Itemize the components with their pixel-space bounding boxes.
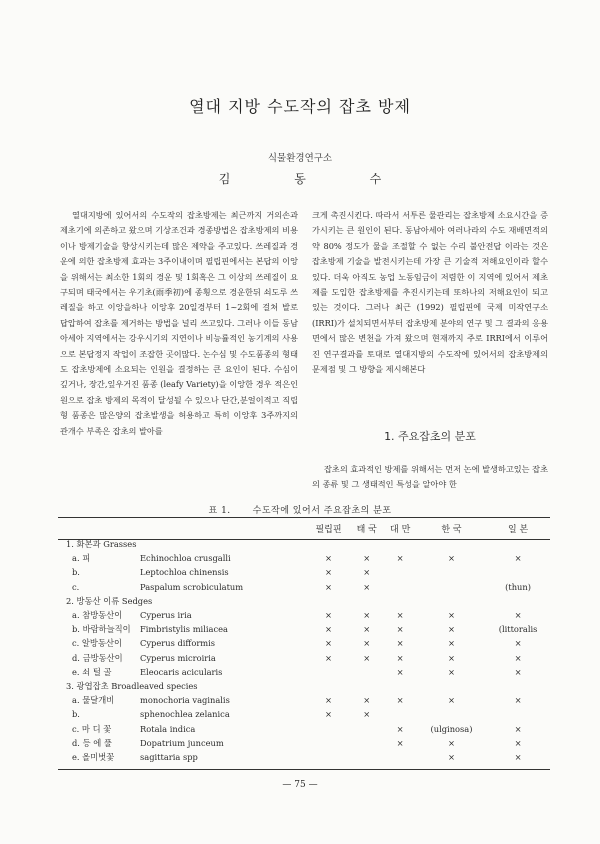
presence-mark: × — [514, 652, 522, 663]
table-row — [60, 693, 550, 707]
korean-name: e. 올미벗꽃 — [72, 751, 115, 762]
presence-mark — [383, 750, 416, 764]
weed-distribution-table — [60, 519, 550, 764]
presence-mark — [383, 565, 416, 579]
species-cell — [60, 665, 307, 679]
presence-mark — [383, 707, 416, 721]
species-cell — [60, 551, 307, 565]
presence-mark: × — [325, 567, 332, 578]
table-row — [60, 622, 550, 636]
species-cell — [60, 651, 307, 665]
table-row — [60, 736, 550, 750]
presence-mark: × — [325, 610, 332, 621]
korean-name: a. 물달개비 — [72, 695, 115, 706]
species-cell — [60, 707, 307, 721]
table-row — [60, 721, 550, 735]
scientific-name: Rotala indica — [140, 723, 196, 734]
group-label: 1. 화본과 Grasses — [66, 539, 137, 550]
group-row — [60, 537, 550, 551]
presence-mark: × — [396, 737, 404, 748]
presence-mark: × — [448, 553, 455, 564]
korean-name: d. 금방동산이 — [72, 652, 123, 663]
header-country: 일 본 — [507, 524, 529, 535]
presence-mark: × — [514, 695, 522, 706]
group-row — [60, 679, 550, 693]
presence-mark: × — [448, 737, 455, 748]
korean-name: c. — [72, 581, 80, 592]
table-row — [60, 665, 550, 679]
scientific-name: Cyperus iria — [140, 610, 192, 621]
author-name: 김 동 수 — [218, 172, 412, 186]
presence-mark: × — [448, 610, 455, 621]
section-heading: 1. 주요잡초의 분포 — [384, 430, 476, 443]
species-cell — [60, 565, 307, 579]
table-row — [60, 608, 550, 622]
presence-mark: × — [396, 723, 404, 734]
table-row — [60, 750, 550, 764]
presence-mark: × — [325, 709, 332, 720]
species-cell — [60, 750, 307, 764]
korean-name: d. 등 에 풀 — [72, 737, 112, 748]
korean-name: a. 피 — [72, 553, 91, 564]
section-text — [312, 462, 548, 493]
presence-mark: × — [514, 610, 522, 621]
header-country: 대 만 — [390, 524, 411, 535]
presence-mark: × — [448, 751, 455, 762]
korean-name: b. — [72, 709, 80, 720]
presence-mark: × — [514, 737, 522, 748]
presence-mark — [307, 665, 350, 679]
scientific-name: Paspalum scrobiculatum — [140, 581, 244, 592]
scientific-name: Eleocaris acicularis — [140, 666, 223, 677]
header-name-col — [60, 519, 307, 537]
presence-mark: × — [396, 695, 404, 706]
presence-mark — [417, 580, 486, 594]
presence-mark: × — [325, 624, 332, 635]
presence-mark: × — [363, 624, 371, 635]
scientific-name: Cyperus difformis — [140, 638, 216, 649]
table-row — [60, 565, 550, 579]
presence-mark: × — [363, 553, 371, 564]
table-row — [60, 580, 550, 594]
article-title: 열대 지방 수도작의 잡초 방제 — [189, 97, 411, 116]
header-country: 한 국 — [441, 524, 462, 535]
presence-mark: × — [448, 638, 455, 649]
presence-mark: × — [514, 666, 522, 677]
species-cell — [60, 608, 307, 622]
group-label: 3. 광엽잡초 Broadleaved species — [66, 680, 198, 691]
presence-mark: × — [514, 723, 522, 734]
presence-mark: × — [325, 638, 332, 649]
presence-mark: × — [396, 624, 404, 635]
body-paragraph: 크게 촉진시킨다. 따라서 서투른 물관리는 잡초방제 소요시간을 증가시키는 큰 원인이 된다. 동남아세아 여러나라의 수도 재배면적의 약 80% 정도가 물을 조절할 수 없는 수리 불안전답 이라는 것은 잡초방제 기술을 발전시키는데 가장 큰 기술적 저해요인이라 할수 있다. 더욱 아직도 농업 노동임금이 저렴한 이 지역에 있어서 제초제를 도입한 잡초방제를 추진시키는데 또하나의 저해요인이 되고있는 것이다. 그러나 최근 (1992) 필립핀에 국제 미작연구소 (IRRI)가 설치되면서부터 잡초방제 분야의 연구 및 그 결과의 응용면에서 많은 변천을 가져 왔으며 현재까지 주로 IRRI에서 이루어진 연구결과를 토대로 열대지방의 수도작에 있어서의 잡초방제의 문제점 및 그 방향을 제시해본다 — [312, 210, 548, 375]
korean-name: b. — [72, 567, 80, 578]
group-label: 2. 방동산 이류 Sedges — [66, 595, 153, 606]
species-cell — [60, 721, 307, 735]
presence-mark — [417, 565, 486, 579]
header-country: 태 국 — [356, 524, 377, 535]
scientific-name: sphenochlea zelanica — [140, 709, 230, 720]
presence-mark: × — [396, 610, 404, 621]
table-row — [60, 636, 550, 650]
scientific-name: monochoria vaginalis — [140, 695, 230, 706]
left-column — [60, 208, 298, 439]
presence-mark: × — [448, 624, 455, 635]
presence-mark — [307, 721, 350, 735]
presence-mark: × — [363, 581, 371, 592]
presence-mark: × — [514, 553, 522, 564]
table-top-rule — [58, 517, 550, 518]
korean-name: e. 쇠 털 골 — [72, 666, 112, 677]
body-paragraph: 열대지방에 있어서의 수도작의 잡초방제는 최근까지 거의손과 제초기에 의존하고 왔으며 기상조건과 경종방법은 잡초방제의 비용이나 방제기술을 향상시키는데 많은 제약을 주고있다. 쓰레질과 경운에 의한 잡초방제 효과는 3주이내이며 필립핀에서는 본답의 이앙을 위해서는 최소한 1회의 경운 및 1회혹은 그 이상의 쓰레질이 요구되며 태국에서는 우기초(雨季初)에 종횡으로 경운한뒤 쇠도루 쓰레질을 하고 이앙을하나 이앙후 20일경부터 1~2회에 걸쳐 발로 답압하여 잡초를 제거하는 방법을 널리 쓰고있다. 그러나 이들 동남아세아 지역에서는 강우시기의 지연이나 비능률적인 농기계의 사용으로 본답정지 작업이 조잡한 곳이많다. 논수심 및 수도품종의 형태도 잡초방제에 소요되는 인원을 결정하는 큰 요인이 된다. 수심이 깊거나, 장간,잎우거진 품종 (leafy Variety)을 이앙한 경우 적은인원으로 잡초 방제의 목적이 달성될 수 있으나 단간,분얼이적고 직립형 품종은 많은양의 잡초발생을 허용하고 특히 이앙후 3주까지의 관개수 부족은 잡초의 발아를 — [60, 210, 298, 436]
korean-name: a. 참방동산이 — [72, 610, 123, 621]
presence-mark: × — [363, 695, 371, 706]
presence-mark: × — [363, 652, 371, 663]
table-body — [60, 537, 550, 764]
presence-mark — [486, 565, 550, 579]
page-number: — 75 — — [282, 780, 318, 790]
presence-mark: × — [448, 666, 455, 677]
presence-mark — [486, 707, 550, 721]
presence-mark: × — [396, 652, 404, 663]
presence-mark: × — [363, 567, 371, 578]
table-caption — [0, 503, 600, 516]
scientific-name: Cyperus microiria — [140, 652, 216, 663]
presence-mark — [350, 750, 383, 764]
presence-mark: × — [325, 695, 332, 706]
author-affiliation: 식물환경연구소 — [267, 153, 333, 164]
species-cell — [60, 622, 307, 636]
species-cell — [60, 693, 307, 707]
presence-mark: × — [396, 666, 404, 677]
korean-name: b. 바람하늘직이 — [72, 624, 131, 635]
presence-mark: × — [396, 638, 404, 649]
presence-mark — [350, 721, 383, 735]
presence-mark — [417, 707, 486, 721]
presence-mark: × — [325, 553, 332, 564]
scientific-name: Fimbristylis miliacea — [140, 624, 228, 635]
table-row — [60, 651, 550, 665]
scientific-name: Leptochloa chinensis — [140, 567, 229, 578]
table-header-row — [60, 519, 550, 537]
presence-mark: (ulginosa) — [430, 723, 473, 734]
presence-mark: × — [325, 652, 332, 663]
header-country: 필립핀 — [315, 524, 342, 535]
table-row — [60, 551, 550, 565]
table-number: 표 1. — [208, 506, 231, 516]
presence-mark — [307, 736, 350, 750]
group-row — [60, 594, 550, 608]
presence-mark: × — [396, 553, 404, 564]
presence-mark: × — [363, 610, 371, 621]
right-column — [312, 208, 548, 377]
presence-mark: (thun) — [505, 581, 531, 592]
scientific-name: Echinochloa crusgalli — [140, 553, 231, 564]
presence-mark — [383, 580, 416, 594]
table-row — [60, 707, 550, 721]
presence-mark: × — [514, 751, 522, 762]
presence-mark: (littoralis — [498, 624, 538, 635]
korean-name: c. 마 디 꽃 — [72, 723, 112, 734]
species-cell — [60, 736, 307, 750]
presence-mark: × — [363, 709, 371, 720]
presence-mark — [350, 665, 383, 679]
species-cell — [60, 580, 307, 594]
presence-mark — [307, 750, 350, 764]
presence-mark: × — [448, 695, 455, 706]
table-bottom-rule — [58, 769, 550, 770]
presence-mark: × — [325, 581, 332, 592]
scientific-name: sagittaria spp — [140, 751, 198, 762]
presence-mark: × — [448, 652, 455, 663]
presence-mark: × — [363, 638, 371, 649]
scientific-name: Dopatrium junceum — [140, 737, 224, 748]
presence-mark: × — [514, 638, 522, 649]
body-paragraph: 잡초의 효과적인 방제를 위해서는 먼저 논에 발생하고있는 잡초의 종류 및 그 생태적인 특성을 알아야 한 — [312, 464, 548, 490]
table-title: 수도작에 있어서 주요잡초의 분포 — [252, 506, 392, 516]
presence-mark — [350, 736, 383, 750]
species-cell — [60, 636, 307, 650]
korean-name: c. 알방동산이 — [72, 638, 122, 649]
